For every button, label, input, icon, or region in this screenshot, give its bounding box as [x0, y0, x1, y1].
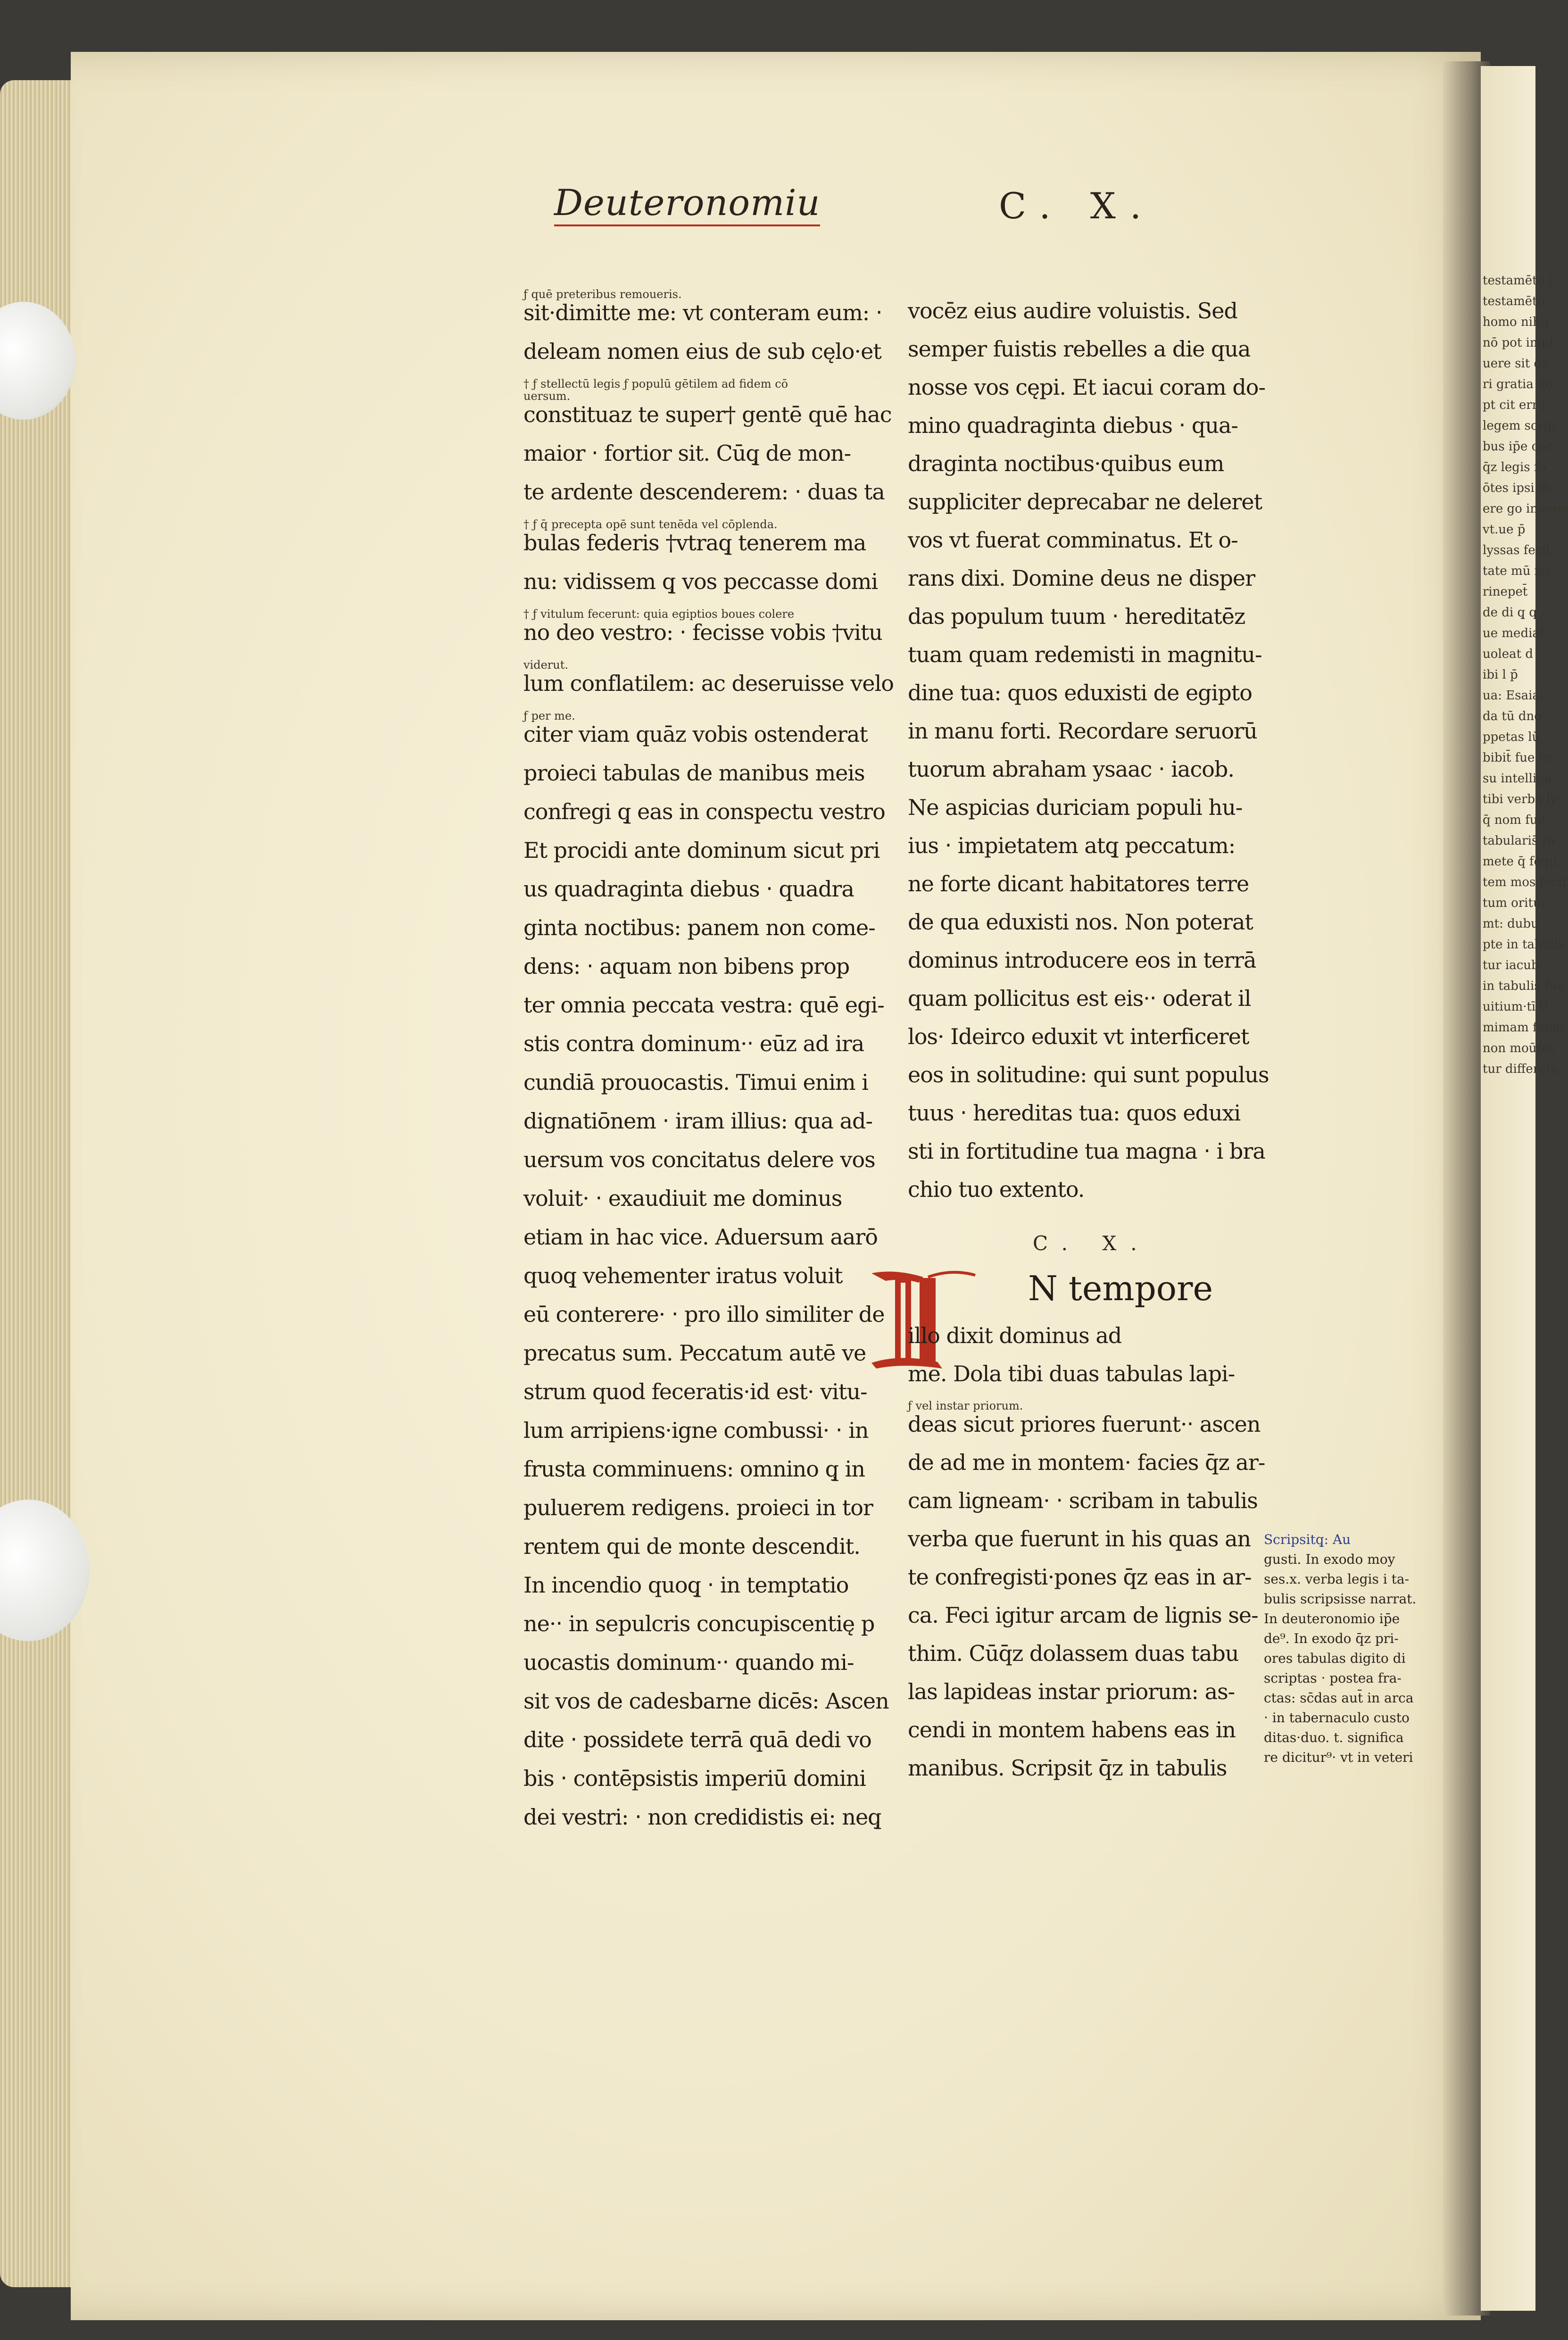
text-line: ca. Feci igitur arcam de lignis se- [908, 1602, 1258, 1628]
facing-page-line: tabularis̄ ra [1483, 834, 1555, 848]
facing-page-line: tem mos fecit [1483, 875, 1568, 889]
marginal-gloss-line: ‧ in tabernaculo custo [1264, 1710, 1410, 1726]
facing-page-line: uitium·tī ti [1483, 1000, 1549, 1014]
text-line: tuorum abraham ysaac ‧ iacob. [908, 756, 1234, 782]
marginal-gloss-line: gusti. In exodo moy [1264, 1552, 1395, 1567]
text-line: dei vestri: ‧ non credidistis ei: neq̧ [523, 1804, 881, 1830]
text-line: te confregisti·pones q̄z eas in ar- [908, 1564, 1252, 1590]
facing-page-line: nō pot impl [1483, 336, 1553, 350]
facing-page-line: legem scrip [1483, 419, 1555, 433]
text-line: nosse vos cępi. Et iacui coram do- [908, 374, 1266, 400]
text-line: tuam quam redemisti in magnitu- [908, 642, 1262, 667]
text-line: ter omnia peccata vestra: quē egi- [523, 992, 884, 1018]
marginal-gloss-line: re dicitur⁹· vt in veteri [1264, 1750, 1413, 1765]
text-line: das populum tuum ‧ hereditatēz [908, 604, 1245, 629]
interlinear-gloss: viderut. [523, 658, 569, 672]
facing-page-line: non moūfen [1483, 1041, 1557, 1055]
text-line: semper fuistis rebelles a die qua [908, 336, 1251, 362]
facing-page-line: uere sit q̄r [1483, 357, 1548, 371]
facing-page-line: vt.ue p̄̄ [1483, 523, 1526, 537]
text-line: sit·dimitte me: vt conteram eum: ‧ [523, 300, 882, 325]
marginal-gloss-line: ores tabulas digito di [1264, 1651, 1406, 1666]
text-line: de ad me in montem· facies q̄z ar- [908, 1450, 1265, 1475]
marginal-gloss-line: ditas·duo. t. significa [1264, 1730, 1404, 1745]
text-line: dens: ‧ aquam non bibens prop [523, 954, 850, 979]
text-line: cundiā prouocastis. Timui enim i [523, 1070, 868, 1095]
text-line: me. Dola tibi duas tabulas lapi- [908, 1361, 1235, 1386]
text-line: maior ‧ fortior sit. Cūq̧ de mon- [523, 440, 851, 466]
text-line: ius ‧ impietatem atq̧ peccatum: [908, 833, 1236, 858]
facing-page-line: bus ip̄e cor [1483, 440, 1552, 454]
decorated-initial [867, 1264, 980, 1372]
interlinear-gloss: † ƒ stellectū legis ƒ populū gētilem ad fidem cō [523, 377, 788, 390]
marginal-gloss-line: ses.x. verba legis i ta- [1264, 1571, 1410, 1587]
text-line: ne forte dicant habitatores terre [908, 871, 1249, 896]
text-line: us quadraginta diebus ‧ quadra [523, 876, 854, 902]
text-line: lum arripiens·igne combussi· ‧ in [523, 1418, 869, 1443]
text-line: quam pollicitus est eis·‧ oderat il [908, 986, 1251, 1011]
marginal-gloss-line: In deuteronomio ip̄e [1264, 1611, 1400, 1626]
text-line: thim. Cūq̄z dolassem duas tabu [908, 1641, 1239, 1666]
facing-page-line: q̄z legis fo [1483, 460, 1546, 474]
text-line: bulas federis †vtraq̧ tenerem ma [523, 530, 866, 556]
marginal-gloss-line: ctas: sc̄das aut̄ in arca [1264, 1690, 1414, 1706]
facing-page-line: uoleat d [1483, 647, 1533, 661]
interlinear-gloss: uersum. [523, 390, 571, 403]
text-line: dominus introducere eos in terrā [908, 947, 1256, 973]
text-line: stis contra dominum·‧ eūz ad ira [523, 1031, 864, 1056]
running-head-text: Deuteronomiu [554, 182, 821, 224]
facing-page-line: tum oritur· [1483, 896, 1551, 910]
text-line: precatus sum. Peccatum autē ve [523, 1340, 866, 1366]
text-line: uersum vos concitatus delere vos [523, 1147, 875, 1172]
text-line: frusta comminuens: omnino q̧ in [523, 1456, 865, 1482]
text-line: eū conterere· ‧ pro illo similiter de [523, 1302, 885, 1327]
facing-page-line: pt cit erro [1483, 398, 1545, 412]
interlinear-gloss: ƒ quē preteribus remoueris. [523, 288, 682, 301]
text-line: strum quod feceratis·id est· vitu- [523, 1379, 867, 1404]
text-line: dine tua: quos eduxisti de egipto [908, 680, 1252, 705]
facing-page-line: testamēto l [1483, 274, 1552, 288]
marginal-gloss-line: scriptas ‧ postea fra- [1264, 1670, 1402, 1686]
text-line: vocēz eius audire voluistis. Sed [908, 298, 1237, 324]
text-line: te ardente descenderem: ‧ duas ta [523, 479, 885, 505]
facing-page-line: de di q̧ q [1483, 606, 1537, 620]
facing-page-line: homo nihil [1483, 315, 1549, 329]
facing-page-line: ue mediat. [1483, 626, 1549, 640]
chapter-incipit: N tempore [1028, 1269, 1213, 1308]
facing-page-line: ibi l p̄̄ [1483, 668, 1518, 682]
text-line: chio tuo extento. [908, 1177, 1085, 1202]
text-line: illo dixit dominus ad [908, 1323, 1122, 1348]
text-line: ne·‧ in sepulcris concupiscentię p [523, 1611, 875, 1636]
text-line: dignatiōnem ‧ iram illius: qua ad- [523, 1108, 872, 1134]
facing-page-line: q̄ nom fuit [1483, 813, 1547, 827]
text-line: bis ‧ contēpsistis imperiū domini [523, 1766, 866, 1791]
facing-page-line: ōtes ipsi di [1483, 481, 1550, 495]
text-line: cam ligneam· ‧ scribam in tabulis [908, 1488, 1258, 1513]
text-line: sit vos de cadesbarne dicēs: Ascen [523, 1688, 889, 1714]
running-head-chapter: C. X. [999, 185, 1156, 227]
interlinear-gloss: ƒ vel instar priorum. [908, 1399, 1023, 1412]
text-line: in manu forti. Recordare seruorū [908, 718, 1257, 744]
title-underline [554, 224, 820, 226]
facing-page-line: tur differęta [1483, 1062, 1559, 1076]
text-line: de qua eduxisti nos. Non poterat [908, 909, 1253, 935]
text-line: citer viam quāz vobis ostenderat [523, 722, 868, 747]
interlinear-gloss: † ƒ vitulum fecerunt: quia egiptios boues colere [523, 607, 795, 621]
interlinear-gloss: † ƒ q̄ precepta opē sunt tenēda vel cōplenda. [523, 518, 778, 531]
facing-page-line: ppetas lū [1483, 730, 1540, 744]
text-line: voluit· ‧ exaudiuit me dominus [523, 1186, 842, 1211]
marginal-gloss-line: de⁹. In exodo q̄z pri- [1264, 1631, 1399, 1646]
facing-page-line: testamēto [1483, 294, 1545, 308]
facing-page-line: su intelliga [1483, 772, 1552, 786]
interlinear-gloss: ƒ per me. [523, 709, 575, 722]
chapter-heading: C. X. [1033, 1232, 1151, 1255]
facing-page-line: lyssas fecit ; [1483, 543, 1560, 557]
text-line: confregi q̧ eas in conspectu vestro [523, 799, 885, 824]
text-line: nu: vidissem q̧ vos peccasse domi [523, 569, 878, 594]
text-line: Et procidi ante dominum sicut pri [523, 838, 880, 863]
text-line: rentem qui de monte descendit. [523, 1534, 860, 1559]
facing-page-line: mt: dubu [1483, 917, 1539, 931]
text-line: rans dixi. Domine deus ne disper [908, 565, 1255, 591]
facing-page-line: ua: Esaia. [1483, 689, 1544, 703]
text-line: no deo vestro: ‧ fecisse vobis †vitu [523, 620, 882, 645]
text-line: vos vt fuerat comminatus. Et o- [908, 527, 1238, 553]
text-line: tuus ‧ hereditas tua: quos eduxi [908, 1100, 1241, 1126]
text-line: ginta noctibus: panem non come- [523, 915, 875, 940]
facing-page-line: tate mū iss [1483, 564, 1551, 578]
facing-page-line: bibit̄ fue re [1483, 751, 1552, 765]
text-line: verba que fuerunt in his quas an [908, 1526, 1251, 1552]
facing-page-line: pte in tabulis [1483, 938, 1565, 952]
text-line: los· Ideirco eduxit vt interficeret [908, 1024, 1249, 1049]
text-line: lum conflatilem: ac deseruisse velo [523, 671, 894, 696]
text-line: dite ‧ possidete terrā quā dedi vo [523, 1727, 871, 1752]
marginal-gloss-line: bulis scripsisse narrat. [1264, 1591, 1417, 1607]
marginal-gloss-line: Scripsitq̧: Au [1264, 1532, 1351, 1547]
text-line: In incendio quoq̧ ‧ in temptatio [523, 1572, 849, 1598]
text-line: suppliciter deprecabar ne deleret [908, 489, 1262, 514]
facing-page-line: mimam fabat [1483, 1021, 1565, 1035]
facing-page-line: rinepet̄ [1483, 585, 1528, 599]
text-line: constituaz te super† gentē quē hac [523, 402, 892, 427]
facing-page-line: in tabulis fue [1483, 979, 1564, 993]
text-line: sti in fortitudine tua magna ‧ i bra [908, 1138, 1265, 1164]
facing-page-line: tibi verba ly [1483, 792, 1557, 806]
running-head-title [554, 182, 820, 224]
text-line: deleam nomen eius de sub cęlo·et [523, 339, 881, 364]
facing-page-line: ri gratia no [1483, 377, 1553, 391]
text-line: uocastis dominum·‧ quando mi- [523, 1650, 854, 1675]
text-line: eos in solitudine: qui sunt populus [908, 1062, 1269, 1087]
facing-page-line: mete q̄ fequ [1483, 855, 1557, 869]
text-line: deas sicut priores fuerunt·‧ ascen [908, 1411, 1261, 1437]
text-line: proieci tabulas de manibus meis [523, 760, 865, 786]
text-line: draginta noctibus·quibus eum [908, 451, 1224, 476]
facing-page-line: tur iacub [1483, 958, 1539, 972]
facing-page-line: da tū dno [1483, 709, 1542, 723]
text-line: mino quadraginta diebus ‧ qua- [908, 413, 1238, 438]
facing-page-line: ere go inuene [1483, 502, 1568, 516]
text-line: Ne aspicias duriciam populi hu- [908, 795, 1243, 820]
text-line: etiam in hac vice. Aduersum aarō [523, 1224, 878, 1250]
text-line: puluerem redigens. proieci in tor [523, 1495, 873, 1520]
facing-page-fragment [1481, 66, 1568, 2311]
text-line: manibus. Scripsit q̄z in tabulis [908, 1755, 1227, 1781]
text-line: cendi in montem habens eas in [908, 1717, 1236, 1743]
text-line: las lapideas instar priorum: as- [908, 1679, 1235, 1704]
text-line: quoq̧ vehementer iratus voluit [523, 1263, 843, 1288]
